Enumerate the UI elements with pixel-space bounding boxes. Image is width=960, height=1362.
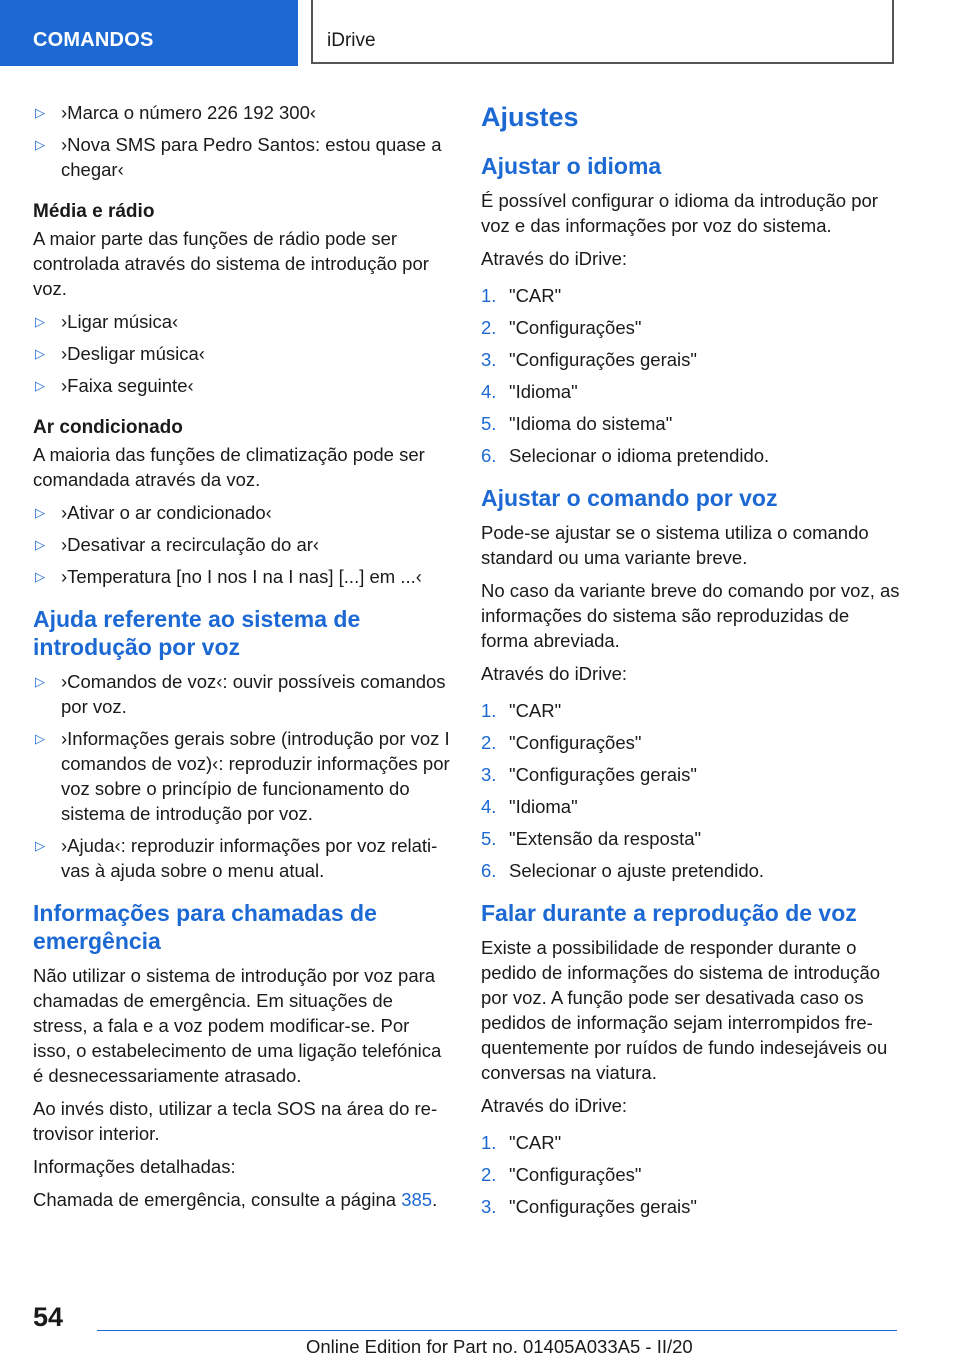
list-item: ▷ ›Informações gerais sobre (introdução por voz I comandos de voz)‹: reproduzir informações por voz sobre o princípio de funcionamento do sistema de introdução por voz. <box>35 728 450 824</box>
step-item: 2. "Configurações" <box>481 317 642 338</box>
triangle-bullet-icon: ▷ <box>35 346 45 361</box>
step-item: 5. "Idioma do sistema" <box>481 413 673 434</box>
triangle-bullet-icon: ▷ <box>35 378 45 393</box>
step-item: 6. Selecionar o idioma pretendido. <box>481 445 770 466</box>
chapter-header <box>311 0 894 64</box>
list-item: ▷ ›Desligar música‹ <box>35 343 205 364</box>
list-item: ▷ ›Ajuda‹: reproduzir informações por voz relativas à ajuda sobre o menu atual. <box>35 835 438 881</box>
page-number: 54 <box>33 1302 64 1332</box>
emergency-text-1: Não utilizar o sistema de introdução por voz para chamadas de emergência. Em situações de stress, a fala e a voz podem modificar-se. Por isso, o estabelecimento de uma ligação telefónica é desnecessariamente atrasado. <box>33 965 442 1086</box>
chapter-title: iDrive <box>327 30 376 51</box>
step-item: 1. "CAR" <box>481 700 562 721</box>
section-title: Ajustes <box>481 102 579 132</box>
triangle-bullet-icon: ▷ <box>35 674 45 689</box>
step-item: 1. "CAR" <box>481 1132 562 1153</box>
triangle-bullet-icon: ▷ <box>35 105 45 120</box>
media-heading: Média e rádio <box>33 201 155 222</box>
climate-text: A maioria das funções de climatização pode ser comandada através da voz. <box>33 444 425 490</box>
list-item: ▷ ›Desativar a recirculação do ar‹ <box>35 534 320 555</box>
step-item: 4. "Idioma" <box>481 796 578 817</box>
step-item: 3. "Configurações gerais" <box>481 349 697 370</box>
triangle-bullet-icon: ▷ <box>35 537 45 552</box>
command-text-1: Pode-se ajustar se o sistema utiliza o comando standard ou uma variante breve. <box>481 522 869 568</box>
page-link[interactable]: 385 <box>401 1189 433 1210</box>
emergency-heading: Informações para chamadas de emergência <box>33 900 377 954</box>
list-item: ▷ ›Ligar música‹ <box>35 311 179 332</box>
list-item: ▷ ›Temperatura [no I nos I na I nas] [...] em ...‹ <box>35 566 422 587</box>
step-item: 5. "Extensão da resposta" <box>481 828 702 849</box>
list-item: ▷ ›Marca o número 226 192 300‹ <box>35 102 317 123</box>
command-heading: Ajustar o comando por voz <box>481 485 778 511</box>
list-item: ▷ ›Nova SMS para Pedro Santos: estou quase a chegar‹ <box>35 134 442 180</box>
list-item: ▷ ›Ativar o ar condicionado‹ <box>35 502 272 523</box>
command-via: Através do iDrive: <box>481 663 627 684</box>
edition-note: Online Edition for Part no. 01405A033A5 - II/20 <box>306 1336 693 1357</box>
media-text: A maior parte das funções de rádio pode ser controlada através do sistema de introdução por voz. <box>33 228 429 299</box>
language-heading: Ajustar o idioma <box>481 153 662 179</box>
list-item: ▷ ›Comandos de voz‹: ouvir possíveis comandos por voz. <box>35 671 446 717</box>
emergency-text-3: Informações detalhadas: <box>33 1156 236 1177</box>
step-item: 3. "Configurações gerais" <box>481 764 697 785</box>
step-item: 2. "Configurações" <box>481 1164 642 1185</box>
triangle-bullet-icon: ▷ <box>35 137 45 152</box>
emergency-text-2: Ao invés disto, utilizar a tecla SOS na área do retrovisor interior. <box>33 1098 438 1144</box>
triangle-bullet-icon: ▷ <box>35 731 45 746</box>
language-via: Através do iDrive: <box>481 248 627 269</box>
step-item: 4. "Idioma" <box>481 381 578 402</box>
triangle-bullet-icon: ▷ <box>35 838 45 853</box>
barge-via: Através do iDrive: <box>481 1095 627 1116</box>
language-text: É possível configurar o idioma da introdução por voz e das informações por voz do sistema. <box>481 190 878 236</box>
right-column <box>481 100 901 1226</box>
step-item: 3. "Configurações gerais" <box>481 1196 697 1217</box>
emergency-reference: Chamada de emergência, consulte a página 385. <box>33 1189 438 1210</box>
command-text-2: No caso da variante breve do comando por voz, as informações do sistema são reproduzidas de forma abreviada. <box>481 580 900 651</box>
footer-divider <box>97 1330 897 1331</box>
triangle-bullet-icon: ▷ <box>35 569 45 584</box>
left-column <box>33 100 451 1220</box>
list-item: ▷ ›Faixa seguinte‹ <box>35 375 194 396</box>
step-item: 1. "CAR" <box>481 285 562 306</box>
step-item: 6. Selecionar o ajuste pretendido. <box>481 860 765 881</box>
help-heading: Ajuda referente ao sistema de introdução por voz <box>33 606 361 660</box>
section-tab <box>0 0 298 66</box>
barge-text: Existe a possibilidade de responder durante o pedido de informações do sistema de introdução por voz. A função pode ser desativada caso os pedidos de informação sejam interrompidos frequentemente por ruídos de fundo indesejáveis ou conversas na viatura. <box>481 937 888 1083</box>
climate-heading: Ar condicionado <box>33 417 183 438</box>
triangle-bullet-icon: ▷ <box>35 314 45 329</box>
triangle-bullet-icon: ▷ <box>35 505 45 520</box>
barge-heading: Falar durante a reprodução de voz <box>481 900 857 926</box>
section-tab-label: COMANDOS <box>33 29 154 51</box>
step-item: 2. "Configurações" <box>481 732 642 753</box>
